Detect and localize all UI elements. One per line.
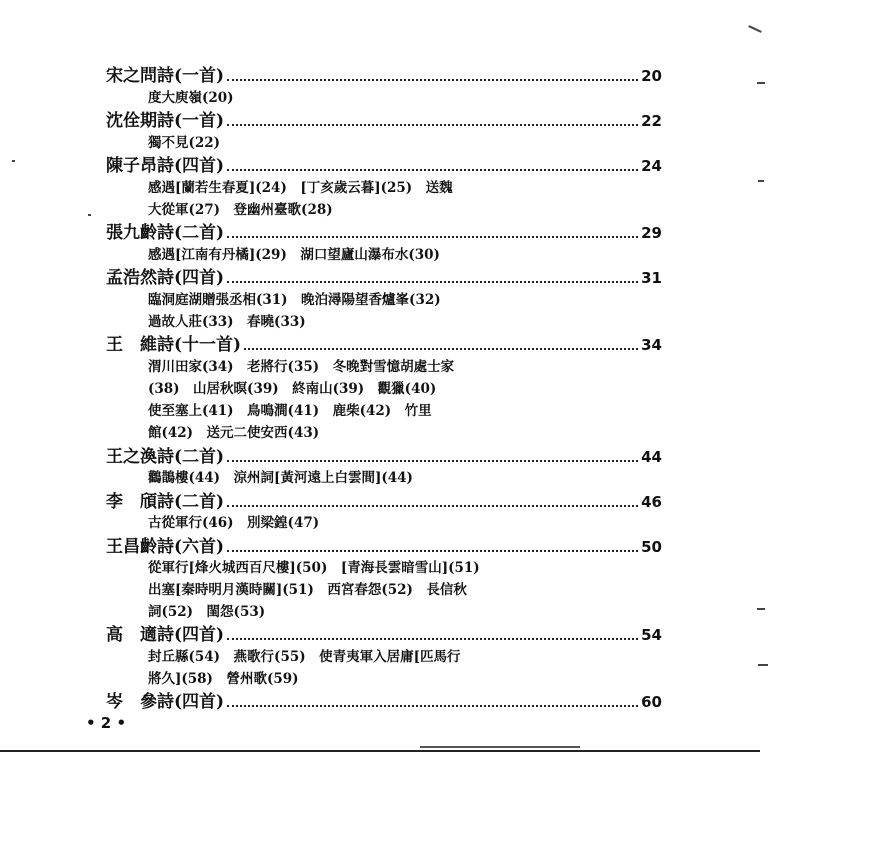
page-number: 31 [641,269,662,287]
poem-line: (38) 山居秋暝(39) 終南山(39) 觀獵(40) [148,381,437,397]
toc-entry [106,536,662,558]
page-number: 34 [641,336,662,354]
poem-line: 感遇[江南有丹橘](29) 湖口望廬山瀑布水(30) [148,247,440,263]
page-number: 50 [641,538,662,556]
scan-mark [88,214,91,216]
toc-entry [106,446,662,468]
toc-entry [106,334,662,356]
poem-line: 鸛鵲樓(44) 涼州詞[黃河遠上白雲間](44) [148,470,413,486]
page-number: 20 [641,67,662,85]
page-number: 29 [641,224,662,242]
poem-line: 獨不見(22) [148,135,221,151]
toc-entry [106,155,662,177]
dot-leader [227,705,638,707]
dot-leader [227,460,638,462]
poem-line: 過故人莊(33) 春曉(33) [148,314,306,330]
poem-line: 從軍行[烽火城西百尺樓](50) [青海長雲暗雪山](51) [148,560,480,576]
dot-leader [227,79,638,81]
toc-entry [106,624,662,646]
page-number: 46 [641,493,662,511]
entry-title: 王 維詩(十一首) [106,335,242,355]
entry-title: 王之渙詩(二首) [106,447,225,467]
scan-mark [758,664,768,666]
scan-edge-line [420,746,580,748]
scan-mark [757,608,765,610]
poem-line: 古從軍行(46) 別梁鍠(47) [148,515,320,531]
dot-leader [227,505,638,507]
poem-line: 出塞[秦時明月漢時關](51) 西宮春怨(52) 長信秋 [148,582,467,598]
toc-entry [106,691,662,713]
scan-mark [757,82,765,84]
poem-line: 大從軍(27) 登幽州臺歌(28) [148,202,333,218]
entry-title: 岑 參詩(四首) [106,692,225,712]
dot-leader [244,348,638,350]
entry-title: 孟浩然詩(四首) [106,268,225,288]
page-number: 24 [641,157,662,175]
toc-entry [106,267,662,289]
poem-line: 臨洞庭湖贈張丞相(31) 晚泊潯陽望香爐峯(32) [148,292,441,308]
page-number: 44 [641,448,662,466]
poem-line: 館(42) 送元二使安西(43) [148,425,320,441]
entry-title: 李 頎詩(二首) [106,492,225,512]
toc-entry [106,222,662,244]
scan-edge-line [0,750,760,752]
poem-line: 使至塞上(41) 鳥鳴澗(41) 鹿柴(42) 竹里 [148,403,432,419]
dot-leader [227,638,638,640]
dot-leader [227,281,638,283]
entry-title: 宋之問詩(一首) [106,66,225,86]
toc-entry [106,110,662,132]
entry-title: 高 適詩(四首) [106,625,225,645]
page-number: 54 [641,626,662,644]
dot-leader [227,550,638,552]
poem-line: 感遇[蘭若生春夏](24) [丁亥歲云暮](25) 送魏 [148,180,453,196]
poem-line: 詞(52) 閨怨(53) [148,604,266,620]
poem-line: 將久](58) 營州歌(59) [148,671,299,687]
entry-title: 沈佺期詩(一首) [106,111,225,131]
dot-leader [227,124,638,126]
page-folio: • 2 • [86,714,127,732]
scan-mark [748,25,762,33]
dot-leader [227,169,638,171]
scan-mark [12,160,15,162]
toc-entry [106,491,662,513]
poem-line: 渭川田家(34) 老將行(35) 冬晚對雪憶胡處士家 [148,359,455,375]
poem-line: 封丘縣(54) 燕歌行(55) 使青夷軍入居庸[匹馬行 [148,649,461,665]
page-number: 60 [641,693,662,711]
toc-entry [106,65,662,87]
dot-leader [227,236,638,238]
poem-line: 度大庾嶺(20) [148,90,234,106]
page-number: 22 [641,112,662,130]
entry-title: 陳子昂詩(四首) [106,156,225,176]
entry-title: 張九齡詩(二首) [106,223,225,243]
scan-mark [758,180,764,182]
entry-title: 王昌齡詩(六首) [106,537,225,557]
